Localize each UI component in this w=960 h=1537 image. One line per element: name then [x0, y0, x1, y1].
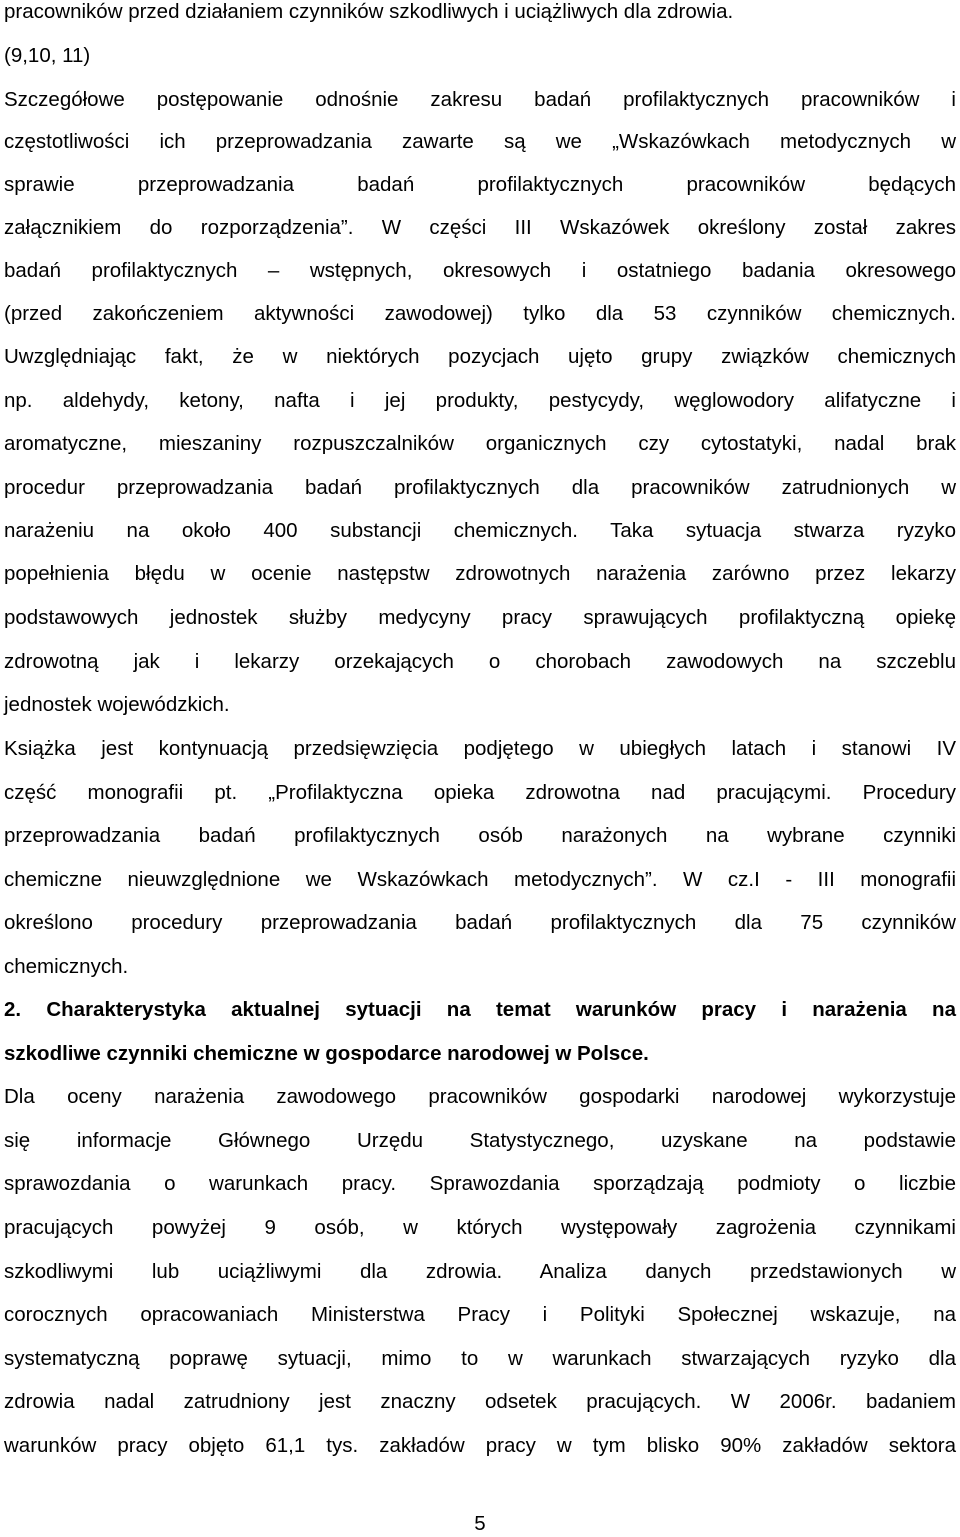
paragraph-line: częstotliwości ich przeprowadzania zawarte są we „Wskazówkach metodycznych w [4, 130, 956, 153]
paragraph-line: Szczegółowe postępowanie odnośnie zakresu badań profilaktycznych pracowników i [4, 88, 956, 111]
paragraph-line: warunków pracy objęto 61,1 tys. zakładów pracy w tym blisko 90% zakładów sektora [4, 1434, 956, 1457]
section-heading-line: szkodliwe czynniki chemiczne w gospodarce narodowej w Polsce. [4, 1042, 649, 1065]
paragraph-line: chemicznych. [4, 955, 129, 978]
paragraph-line: narażeniu na około 400 substancji chemicznych. Taka sytuacja stwarza ryzyko [4, 519, 956, 542]
paragraph-line: Książka jest kontynuacją przedsięwzięcia podjętego w ubiegłych latach i stanowi IV [4, 737, 956, 760]
paragraph-line: (przed zakończeniem aktywności zawodowej) tylko dla 53 czynników chemicznych. [4, 302, 956, 325]
paragraph-line: Uwzględniając fakt, że w niektórych pozycjach ujęto grupy związków chemicznych [4, 345, 956, 368]
paragraph-line: podstawowych jednostek służby medycyny pracy sprawujących profilaktyczną opiekę [4, 606, 956, 629]
paragraph-line: popełnienia błędu w ocenie następstw zdrowotnych narażenia zarówno przez lekarzy [4, 562, 956, 585]
paragraph-line: systematyczną poprawę sytuacji, mimo to w warunkach stwarzających ryzyko dla [4, 1347, 956, 1370]
paragraph-line: szkodliwymi lub uciążliwymi dla zdrowia. Analiza danych przedstawionych w [4, 1260, 956, 1283]
page-number: 5 [474, 1512, 486, 1535]
paragraph-line: określono procedury przeprowadzania badań profilaktycznych dla 75 czynników [4, 911, 956, 934]
paragraph-line: (9,10, 11) [4, 44, 91, 67]
paragraph-line: aromatyczne, mieszaniny rozpuszczalników organicznych czy cytostatyki, nadal brak [4, 432, 956, 455]
paragraph-line: się informacje Głównego Urzędu Statystycznego, uzyskane na podstawie [4, 1129, 956, 1152]
paragraph-line: Dla oceny narażenia zawodowego pracowników gospodarki narodowej wykorzystuje [4, 1085, 956, 1108]
paragraph-line: sprawie przeprowadzania badań profilaktycznych pracowników będących [4, 173, 956, 196]
paragraph-line: corocznych opracowaniach Ministerstwa Pracy i Polityki Społecznej wskazuje, na [4, 1303, 956, 1326]
paragraph-line: przeprowadzania badań profilaktycznych osób narażonych na wybrane czynniki [4, 824, 956, 847]
paragraph-line: procedur przeprowadzania badań profilaktycznych dla pracowników zatrudnionych w [4, 476, 956, 499]
paragraph-line: sprawozdania o warunkach pracy. Sprawozdania sporządzają podmioty o liczbie [4, 1172, 956, 1195]
paragraph-line: pracowników przed działaniem czynników szkodliwych i uciążliwych dla zdrowia. [4, 0, 734, 23]
paragraph-line: jednostek wojewódzkich. [4, 693, 230, 716]
paragraph-line: załącznikiem do rozporządzenia”. W części III Wskazówek określony został zakres [4, 216, 956, 239]
paragraph-line: pracujących powyżej 9 osób, w których występowały zagrożenia czynnikami [4, 1216, 956, 1239]
paragraph-line: zdrowia nadal zatrudniony jest znaczny odsetek pracujących. W 2006r. badaniem [4, 1390, 956, 1413]
paragraph-line: chemiczne nieuwzględnione we Wskazówkach metodycznych”. W cz.I - III monografii [4, 868, 956, 891]
paragraph-line: badań profilaktycznych – wstępnych, okresowych i ostatniego badania okresowego [4, 259, 956, 282]
paragraph-line: część monografii pt. „Profilaktyczna opieka zdrowotna nad pracującymi. Procedury [4, 781, 956, 804]
section-heading-line: 2. Charakterystyka aktualnej sytuacji na temat warunków pracy i narażenia na [4, 998, 956, 1021]
paragraph-line: zdrowotną jak i lekarzy orzekających o chorobach zawodowych na szczeblu [4, 650, 956, 673]
paragraph-line: np. aldehydy, ketony, nafta i jej produkty, pestycydy, węglowodory alifatyczne i [4, 389, 956, 412]
